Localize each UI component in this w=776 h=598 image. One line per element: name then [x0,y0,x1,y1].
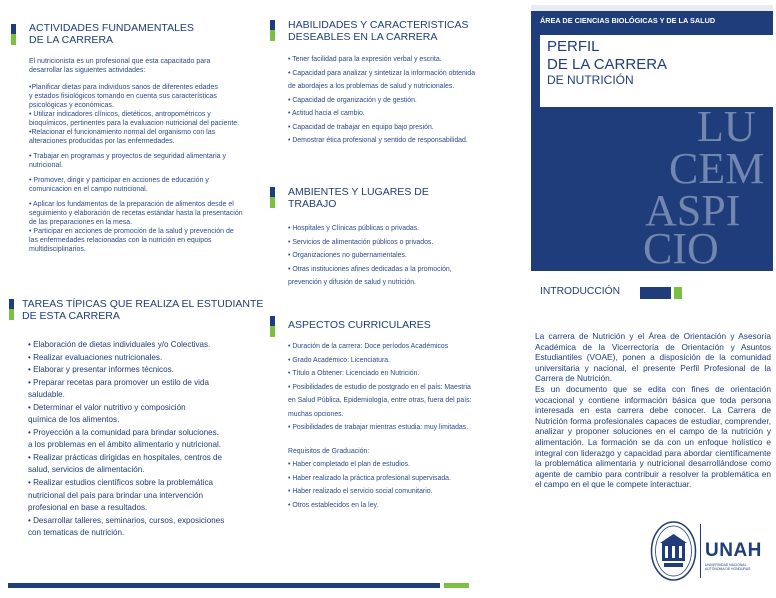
svg-text:ASPI: ASPI [645,186,741,235]
activities-item: •Planificar dietas para individuos sanos de diferentes edades y estados fisiológicos tomando en cuenta sus características psicológicas y económicas. • Utilizar indicadores clínicos, dietéticos, antropométricos y bioquímicos, pertinentes para la evaluacion nutricional del paciente. •Relacionar el funcionamiento normal del organismo con las alteraciones producidas por las enfermedades. [29,84,240,145]
skills-list: • Tener facilidad para la expresión verbal y escrita. • Capacidad para analizar y sintetizar la información obtenida de abordajes a los problemas de salud y nutricionales. • Capacidad de organización y de gestión. • Actitud hacia el cambio. • Capacidad de trabajar en equipo bajo presión. • Demostrar ética profesional y sentido de responsabilidad. [288,56,476,144]
tasks-list: • Elaboración de dietas individuales y/o Colectivas. • Realizar evaluaciones nutricionales. • Elaborar y presentar informes técnicos. • Preparar recetas para promover un estilo de vida saludable. • Determinar el valor nutritivo y composición química de los alimentos. • Proyección a la comunidad para brindar soluciones. a los problemas en el ámbito alimentario y nutricional. • Realizar prácticas dirigidas en hospitales, centros de salud, servicios de alimentación. • Realizar estudios científicos sobre la problemática nutricional del país para brindar una intervención profesional en base a resultados. • Desarrollar talleres, seminarios, cursos, exposiciones con tematicas de nutrición. [28,340,225,538]
cover-title-line2: DE LA CARRERA [547,56,668,73]
lucem-aspicio-watermark [639,97,773,267]
logo-divider [700,524,701,578]
intro-marker-navy [640,287,671,299]
svg-text:CEM: CEM [669,144,765,193]
svg-text:LU: LU [697,102,756,151]
activities-intro: El nutricionista es un profesional que esta capacitado para desarrollar las siguientes actividades: •Planificar dietas para individuos sanos de diferentes edades y estados fisiológicos tomando en cuenta sus características psicológicas y económicas. • Utilizar indicadores clínicos, dietéticos, antropométricos y bioquímicos, pertinentes para la evaluacion nutricional del paciente. •Relacionar el funcionamiento normal del organismo con las alteraciones producidas por las enfermedades. • Trabajar en programas y proyectos de seguridad alimentaria y nutricional. • Promover, dirigir y participar en acciones de educación y comunicacion en el campo nutricional. • Aplicar los fundamentos de la preparación de alimentos desde el seguimiento y elaboración de recetas estándar hasta la presentación de las preparaciones en la mesa. • Participar en acciones de promoción de la salud y prevención de las enfermedades relacionadas con la nutrición en equipos multidisciplinarios. [29,58,243,253]
cover-panel [531,5,773,271]
activities-heading: ACTIVIDADES FUNDAMENTALES DE LA CARRERA [29,22,194,46]
intro-text [535,331,771,490]
activities-item: • Promover, dirigir y participar en acciones de educación y comunicacion en el campo nutricional. [29,177,209,193]
unah-wordmark: UNAH [705,540,762,561]
cover-title-line1: PERFIL [547,38,600,55]
svg-text:CIO: CIO [643,224,719,267]
environments-heading: AMBIENTES Y LUGARES DE TRABAJO [288,186,429,210]
tasks-heading: TAREAS TÍPICAS QUE REALIZA EL ESTUDIANTE DE ESTA CARRERA [22,298,264,322]
intro-paragraph: La carrera de Nutrición y el Área de Orientación y Asesoría Académica de la Vicerrectoría de Orientación y Asuntos Estudiantiles (VOAE), ponen a disposición de la comunidad universitaria y nacional, el presente Perfil Profesional de la Carrera de Nutrición. [535,331,771,384]
area-label: ÁREA DE CIENCIAS BIOLÓGICAS Y DE LA SALUD [540,16,716,25]
activities-item: • Aplicar los fundamentos de la preparación de alimentos desde el seguimiento y elaboración de recetas estándar hasta la presentación de las preparaciones en la mesa. • Participar en acciones de promoción de la salud y prevención de las enfermedades relacionadas con la nutrición en equipos multidisciplinarios. [29,201,243,253]
skills-heading: HABILIDADES Y CARACTERISTICAS DESEABLES EN LA CARRERA [288,19,469,43]
intro-paragraph: Es un documento que se edita con fines de orientación vocacional y contiene información básica que toda persona interesada en esta carrera debe conocer. La Carrera de Nutrición forma profesionales capaces de estudiar, comprender, analizar y proponer soluciones en el campo de la nutrición y alimentación. La formación se da con un enfoque holístico e integral con liderazgo y capacidad para abordar científicamente la problemática alimentaria y nutricional desarrollándose como agente de cambio para contribuir a resolver la problemática en el campo en el que le compete interactuar. [535,383,771,490]
footer-bar-navy [8,583,440,588]
activities-item: • Trabajar en programas y proyectos de seguridad alimentaria y nutricional. [29,153,226,169]
unah-seal-icon [650,521,697,582]
unah-subtitle: UNIVERSIDAD NACIONAL AUTÓNOMA DE HONDURAS [705,563,751,571]
cover-title-line3: DE NUTRICIÓN [547,73,634,87]
footer-bar-green [444,583,469,588]
graduation-requirements-title: Requisitos de Graduación: [288,447,370,455]
curricular-list: • Duración de la carrera: Doce períodos Académicos • Grado Académico: Licenciatura. • Título a Obtener: Licenciado en Nutrición. • Posibilidades de estudio de postgrado en el país: Maestria en Salud Pública, Epidemiología, entre otras, fuera del país: muchas opciones. • Posibilidades de trabajar mientras estudia: muy limitadas. Requisitos de Graduación: • Haber completado el plan de estudios. • Haber realizado la práctica profesional supervisada. • Haber realizado el servicio social comunitario. • Otros establecidos en la ley. [288,343,472,509]
cover-top-strip [531,5,773,11]
intro-marker-green [674,287,682,299]
intro-heading: INTRODUCCIÓN [540,286,621,297]
environments-list: • Hospitales y Clínicas públicas o privadas. • Servicios de alimentación públicos o privados. • Organizaciones no gubernamentales. • Otras instituciones afines dedicadas a la promoción, prevención y difusión de salud y nutrición. [288,225,452,286]
curricular-heading: ASPECTOS CURRICULARES [288,319,431,331]
